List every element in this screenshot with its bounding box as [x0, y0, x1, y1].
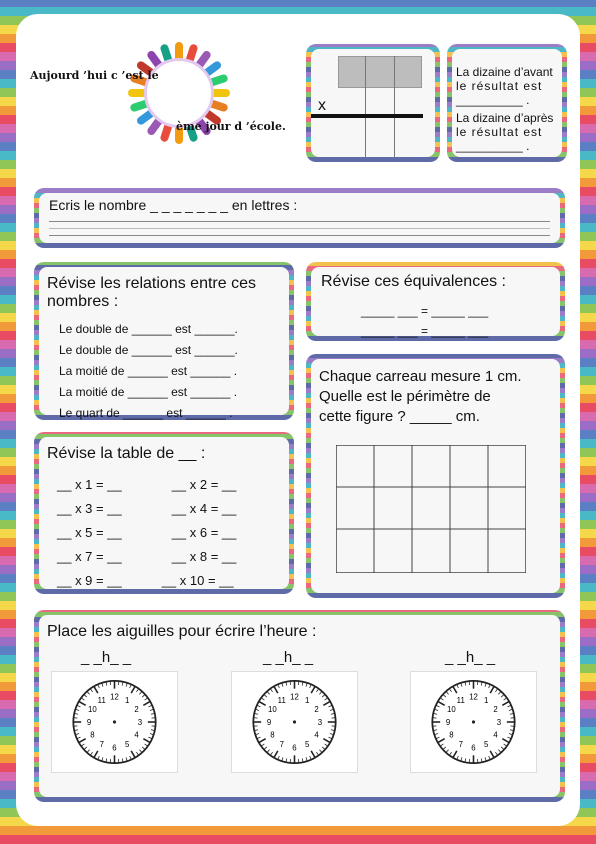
clock-number: 9: [86, 717, 92, 727]
title-line-2: ème jour d ’école.: [176, 120, 286, 133]
write-number-panel: [34, 188, 565, 248]
table-cell[interactable]: __ x 7 = __: [57, 549, 122, 564]
clock-time-label-1[interactable]: _ _h_ _: [81, 649, 132, 666]
clock-number: 4: [134, 730, 139, 740]
next-ten-result-label: le résultat est: [456, 125, 543, 139]
relation-item[interactable]: La moitié de ______ est ______ .: [59, 364, 238, 379]
table-cell[interactable]: __ x 6 = __: [171, 525, 237, 540]
clock-number: 7: [458, 740, 463, 750]
clock-time-label-2[interactable]: _ _h_ _: [263, 649, 314, 666]
grid-top-cells: [338, 56, 422, 88]
clock-number: 12: [110, 692, 119, 702]
clock-number: 6: [471, 743, 476, 753]
clock-number: 11: [277, 695, 286, 705]
equivalences-panel: [306, 262, 565, 341]
clocks-panel: [34, 610, 565, 802]
clock-number: 10: [88, 705, 97, 715]
clock-number: 4: [314, 730, 319, 740]
table-cell[interactable]: __ x 5 = __: [57, 525, 122, 540]
clock-face-icon[interactable]: [231, 671, 358, 773]
previous-ten-result-label: le résultat est: [456, 79, 543, 93]
clock-number: 11: [456, 695, 465, 705]
clock-number: 11: [97, 695, 106, 705]
clock-number: 8: [90, 730, 95, 740]
clock-number: 12: [469, 692, 478, 702]
clock-number: 4: [493, 730, 498, 740]
clock-number: 3: [496, 717, 502, 727]
relation-item[interactable]: Le quart de ______ est ______ .: [59, 406, 233, 421]
perimeter-answer[interactable]: cette figure ? _____ cm.: [319, 408, 480, 425]
multiply-sign: x: [318, 97, 326, 114]
clock-number: 1: [484, 695, 489, 705]
table-cell[interactable]: __ x 3 = __: [57, 501, 122, 516]
clock-number: 5: [484, 740, 489, 750]
next-ten-label: La dizaine d’après: [456, 111, 554, 125]
write-number-instruction: Ecris le nombre _ _ _ _ _ _ _ en lettres :: [49, 197, 298, 213]
clocks-title: Place les aiguilles pour écrire l’heure :: [47, 623, 317, 640]
clock-time-label-3[interactable]: _ _h_ _: [445, 649, 496, 666]
clock-number: 1: [305, 695, 310, 705]
clock-number: 7: [99, 740, 104, 750]
clock-face-icon[interactable]: [51, 671, 178, 773]
clock-number: 5: [305, 740, 310, 750]
equivalence-row[interactable]: _____ ___ = _____ ___: [361, 304, 489, 318]
tens-grid-panel: [306, 44, 440, 162]
clock-number: 1: [125, 695, 130, 705]
clock-face-icon[interactable]: [410, 671, 537, 773]
clock-center: [472, 720, 475, 723]
title-line-1: Aujourd ’hui c ’est le: [30, 69, 159, 82]
relations-title: Révise les relations entre ces nombres :: [47, 275, 256, 310]
clock-number: 10: [447, 705, 456, 715]
table-cell[interactable]: __ x 8 = __: [171, 549, 237, 564]
table-cell[interactable]: __ x 4 = __: [171, 501, 237, 516]
table-cell[interactable]: __ x 9 = __: [57, 573, 122, 588]
clock-number: 3: [317, 717, 323, 727]
equivalences-title: Révise ces équivalences :: [321, 273, 506, 290]
clock-number: 9: [445, 717, 451, 727]
multiplication-panel: [34, 432, 294, 594]
clock-number: 8: [270, 730, 275, 740]
relation-item[interactable]: La moitié de ______ est ______ .: [59, 385, 238, 400]
table-cell[interactable]: __ x 1 = __: [57, 477, 122, 492]
perimeter-grid: [336, 445, 526, 573]
clock-number: 2: [134, 705, 139, 715]
clock-number: 2: [314, 705, 319, 715]
previous-ten-blank[interactable]: __________ .: [456, 93, 530, 107]
next-ten-blank[interactable]: __________ .: [456, 139, 530, 153]
table-cell[interactable]: __ x 2 = __: [171, 477, 237, 492]
equivalence-row[interactable]: _____ ___ = _____ ___: [361, 324, 489, 338]
clock-number: 8: [449, 730, 454, 740]
relations-panel: [34, 262, 294, 420]
perimeter-panel: [306, 354, 565, 598]
clock-number: 2: [493, 705, 498, 715]
clock-number: 3: [137, 717, 143, 727]
clock-number: 7: [279, 740, 284, 750]
clock-number: 9: [266, 717, 272, 727]
relation-item[interactable]: Le double de ______ est ______.: [59, 343, 238, 358]
clock-number: 12: [290, 692, 299, 702]
perimeter-title: Chaque carreau mesure 1 cm.: [319, 368, 522, 385]
relation-item[interactable]: Le double de ______ est ______.: [59, 322, 238, 337]
multiplication-title: Révise la table de __ :: [47, 445, 206, 462]
clock-number: 5: [125, 740, 130, 750]
clock-number: 6: [112, 743, 117, 753]
clock-center: [113, 720, 116, 723]
perimeter-question: Quelle est le périmètre de: [319, 388, 491, 405]
clock-center: [293, 720, 296, 723]
previous-ten-label: La dizaine d’avant: [456, 65, 553, 79]
tens-text-panel: [447, 44, 567, 162]
clock-number: 10: [268, 705, 277, 715]
clock-number: 6: [292, 743, 297, 753]
table-cell[interactable]: __ x 10 = __: [161, 573, 234, 588]
